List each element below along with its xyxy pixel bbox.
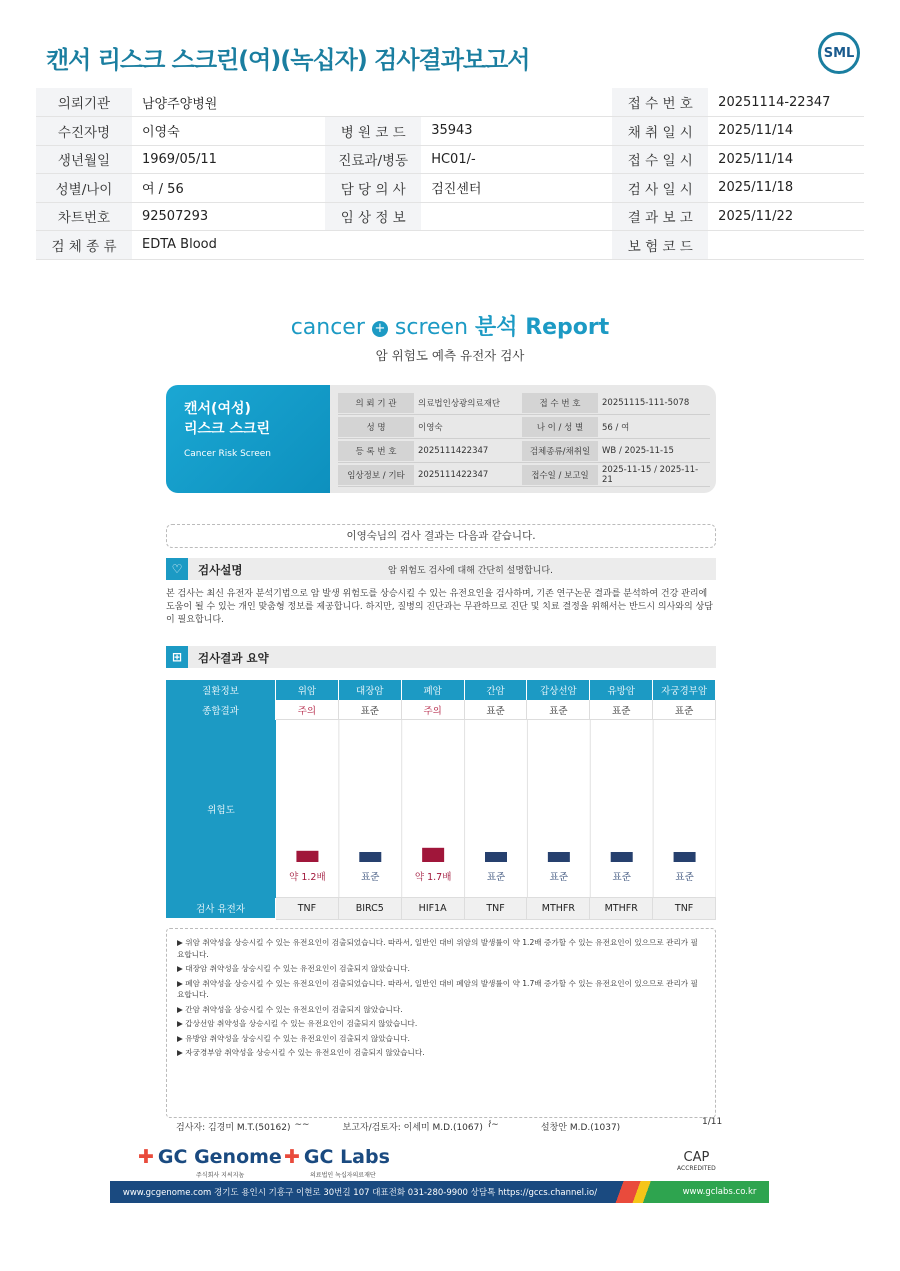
info-value [421,231,612,260]
risk-bar [674,852,696,862]
gc-cross-icon: ✚ [138,1146,154,1168]
section-description-header [166,558,716,580]
risk-bar [296,851,318,862]
gc-labs-sub: 의료법인 녹십자의료재단 [310,1172,376,1179]
disease-cell: 폐암 [402,680,465,700]
card-value: 20251115-111-5078 [602,397,690,408]
info-label [325,88,421,117]
info-value: 92507293 [132,202,325,231]
gc-genome-logo: ✚ GC Genome [138,1146,282,1168]
card-label: 접수일 / 보고일 [522,465,598,485]
greeting: 이영숙님의 검사 결과는 다음과 같습니다. [166,524,716,548]
risk-bar-label: 약 1.2배 [289,872,326,883]
info-value: 20251114-22347 [708,88,864,117]
disease-cell: 갑상선암 [527,680,590,700]
footer-logos [138,1146,738,1180]
result-cell: 표준 [527,700,590,720]
folder-plus-icon: ⊞ [166,646,188,668]
info-row [36,88,864,117]
result-notes [166,928,716,1118]
result-cell: 표준 [339,700,402,720]
info-row [36,117,864,146]
result-cell: 표준 [590,700,653,720]
info-label: 성별/나이 [36,174,132,203]
info-label: 임 상 정 보 [325,202,421,231]
risk-bar-label: 약 1.7배 [414,872,452,883]
card-row [338,415,710,439]
info-label: 채 취 일 시 [612,117,708,146]
tester: 검사자: 김경미 M.T.(50162) [176,1123,291,1133]
disease-cell: 유방암 [590,680,653,700]
info-value [708,231,864,260]
section-summary-title: 검사결과 요약 [198,651,269,665]
risk-chart [276,720,716,898]
info-label [325,231,421,260]
info-value: 2025/11/14 [708,117,864,146]
page-title: 캔서 리스크 스크린(여)(녹십자) 검사결과보고서 [46,46,530,74]
note-item: ▶ 자궁경부암 취약성을 상승시킬 수 있는 유전요인이 검출되지 않았습니다. [177,1048,425,1057]
brand-cancer: cancer [290,315,365,340]
gene-cell: TNF [653,898,716,920]
brand-report: 분석 Report [475,315,610,340]
card-value: 이영숙 [418,422,443,433]
card-value: 2025-11-15 / 2025-11-21 [602,464,699,485]
info-value: 검진센터 [421,174,612,203]
section-summary-header [166,646,716,668]
note-item: ▶ 대장암 취약성을 상승시킬 수 있는 유전요인이 검출되지 않았습니다. [177,964,410,973]
info-label: 검 체 종 류 [36,231,132,260]
card-title-2: 리스크 스크린 [184,421,271,437]
report-brand [0,310,900,341]
risk-bar [548,852,570,862]
gene-cell: MTHFR [527,898,590,920]
signatures [176,1120,721,1133]
info-label: 접 수 일 시 [612,145,708,174]
info-value: 이영숙 [132,117,325,146]
card-label: 의 뢰 기 관 [338,393,414,413]
note-item: ▶ 위암 취약성을 상승시킬 수 있는 유전요인이 검출되었습니다. 따라서, 일반인 대비 위암의 발생률이 약 1.2배 증가할 수 있는 유전요인이 있으므로 관리가 필요합니다. [177,938,698,959]
info-value: 남양주양병원 [132,88,325,117]
card-value: 2025111422347 [418,445,489,456]
section-description-subtitle: 암 위험도 검사에 대해 간단히 설명합니다. [388,566,553,576]
info-value: 2025/11/22 [708,202,864,231]
gene-cell: BIRC5 [339,898,402,920]
card-label: 접 수 번 호 [522,393,598,413]
card-label: 검체종류/채취일 [522,441,598,461]
stethoscope-icon: ♡ [166,558,188,580]
report-card [166,385,716,493]
result-row [166,700,716,720]
brand-plus-icon: + [372,321,388,337]
risk-bar [422,848,444,862]
footer-stripes [610,1181,670,1203]
info-row [36,145,864,174]
sml-logo: SML [818,32,860,74]
info-label: 진료과/병동 [325,145,421,174]
risk-header: 위험도 [166,720,276,898]
info-label: 접 수 번 호 [612,88,708,117]
card-row [338,463,710,487]
card-row [338,439,710,463]
gc-genome-sub: 주식회사 지씨지놈 [196,1172,245,1179]
info-value: 2025/11/18 [708,174,864,203]
gene-cell: TNF [465,898,528,920]
disease-header: 질환정보 [166,680,276,700]
result-cell: 주의 [402,700,465,720]
risk-bar-label: 표준 [612,872,631,883]
card-label: 등 록 번 호 [338,441,414,461]
disease-row [166,680,716,700]
signature-1: ∼∼ [294,1120,310,1130]
info-label: 수진자명 [36,117,132,146]
approver: 설창안 M.D.(1037) [540,1123,621,1133]
info-value: 2025/11/14 [708,145,864,174]
gene-row [166,898,716,920]
info-value: HC01/- [421,145,612,174]
risk-bar-label: 표준 [675,872,694,883]
info-value [421,88,612,117]
risk-bar [611,852,633,862]
disease-cell: 위암 [276,680,339,700]
info-label: 담 당 의 사 [325,174,421,203]
card-title-1: 캔서(여성) [184,401,251,417]
page-number: 1/11 [702,1117,723,1127]
info-row [36,202,864,231]
risk-bar-label: 표준 [549,872,569,883]
brand-screen: screen [394,315,469,340]
result-cell: 주의 [276,700,339,720]
gene-header: 검사 유전자 [166,898,276,918]
info-label: 검 사 일 시 [612,174,708,203]
note-item: ▶ 간암 취약성을 상승시킬 수 있는 유전요인이 검출되지 않았습니다. [177,1004,403,1014]
note-item: ▶ 갑상선암 취약성을 상승시킬 수 있는 유전요인이 검출되지 않았습니다. [177,1019,418,1028]
note-item: ▶ 폐암 취약성을 상승시킬 수 있는 유전요인이 검출되었습니다. 따라서, 일반인 대비 폐암의 발생률이 약 1.7배 증가할 수 있는 유전요인이 있으므로 관리가 필요합니다. [177,978,698,999]
info-label: 보 험 코 드 [612,231,708,260]
patient-info-table [36,88,864,260]
result-cell: 표준 [465,700,528,720]
disease-cell: 간암 [465,680,528,700]
card-row [338,391,710,415]
info-label: 의뢰기관 [36,88,132,117]
footer-site: www.gclabs.co.kr [670,1181,769,1203]
description-text: 본 검사는 최신 유전자 분석기법으로 암 발생 위험도를 상승시킬 수 있는 유전요인을 검사하며, 기존 연구논문 결과를 분석하여 건강 관리에 도움이 될 수 있는 개인 맞춤형 정보를 제공합니다. 하지만, 질병의 진단과는 무관하므로 진단 및 치료 결정을 위해서는 반드시 의사와의 상담이 필요합니다. [166,589,713,625]
card-title-panel [166,385,330,493]
risk-bar-label: 표준 [486,872,506,883]
risk-bar-label: 표준 [361,872,380,883]
info-value: EDTA Blood [132,231,325,260]
info-row [36,231,864,260]
gene-cell: TNF [276,898,339,920]
card-value: 56 / 여 [602,422,630,433]
footer-bar [110,1181,769,1203]
info-value: 여 / 56 [132,174,325,203]
info-label: 결 과 보 고 [612,202,708,231]
info-value: 35943 [421,117,612,146]
section-description-title: 검사설명 [198,563,243,577]
card-value: 의료법인상광의료재단 [418,398,501,409]
card-value: WB / 2025-11-15 [602,445,674,456]
disease-cell: 대장암 [339,680,402,700]
info-row [36,174,864,203]
gene-cell: HIF1A [402,898,465,920]
card-label: 성 명 [338,417,414,437]
reporter: 보고자/검토자: 이세미 M.D.(1067) [342,1123,483,1133]
info-label: 생년월일 [36,145,132,174]
signature-2: ⌇∼ [486,1120,499,1130]
result-cell: 표준 [653,700,716,720]
summary-table [166,680,716,920]
brand-subtitle: 암 위험도 예측 유전자 검사 [375,348,525,363]
info-label: 병 원 코 드 [325,117,421,146]
result-header: 종합결과 [166,700,276,720]
risk-row [166,720,716,898]
card-title-en: Cancer Risk Screen [184,449,272,459]
gc-cross-icon: ✚ [284,1146,300,1168]
cap-logo: CAP ACCREDITED [677,1150,716,1172]
gc-labs-logo: ✚ GC Labs [284,1146,390,1168]
note-item: ▶ 유방암 취약성을 상승시킬 수 있는 유전요인이 검출되지 않았습니다. [177,1033,410,1043]
card-label: 나 이 / 성 별 [522,417,598,437]
disease-cell: 자궁경부암 [653,680,716,700]
risk-bar [359,852,381,862]
card-value: 2025111422347 [418,469,489,480]
gene-cell: MTHFR [590,898,653,920]
info-value: 1969/05/11 [132,145,325,174]
footer-address: www.gcgenome.com 경기도 용인시 기흥구 이현로 30번길 107 대표전화 031-280-9900 상담톡 https://gccs.channel.io/ [122,1188,598,1198]
card-info-grid [338,391,710,487]
info-label: 차트번호 [36,202,132,231]
card-label: 임상정보 / 기타 [338,465,414,485]
info-value [421,202,612,231]
risk-bar [485,852,507,862]
